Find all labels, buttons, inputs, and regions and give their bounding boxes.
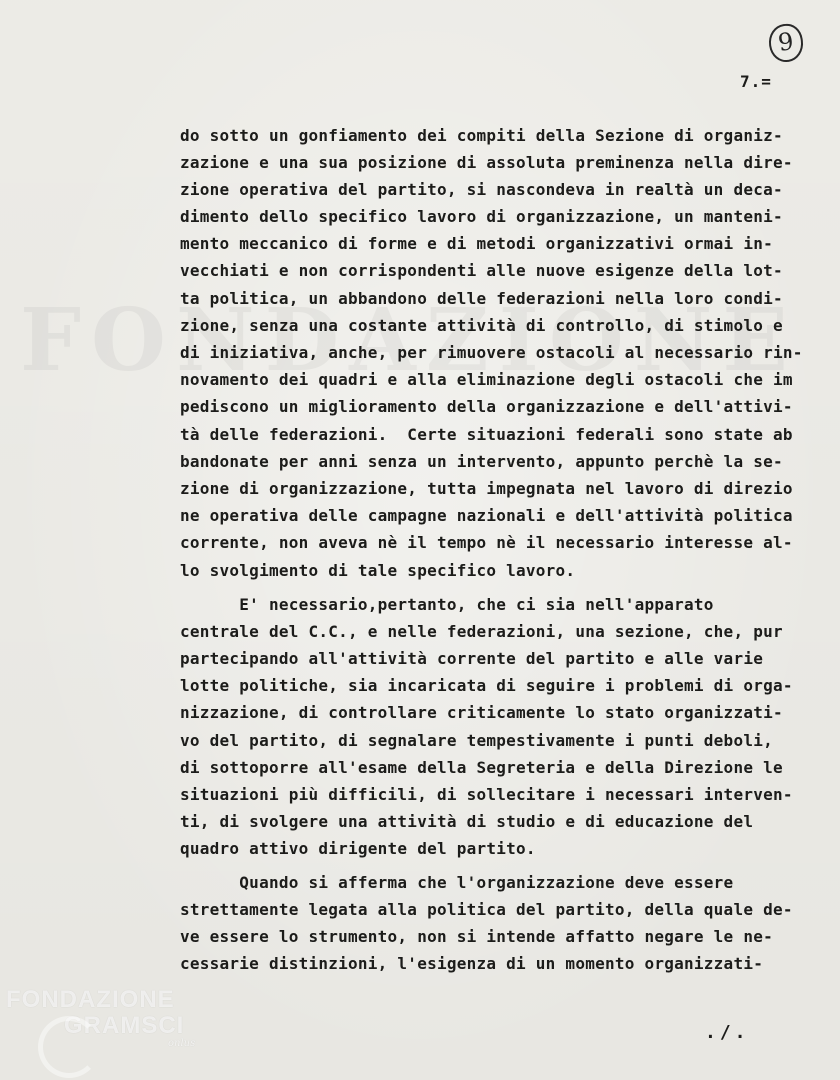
- body-line: quadro attivo dirigente del partito.: [180, 839, 536, 858]
- body-line: situazioni più difficili, di sollecitare i necessari interven-: [180, 785, 793, 804]
- archive-number-handwritten: 9: [767, 22, 806, 64]
- body-line: vo del partito, di segnalare tempestivamente i punti deboli,: [180, 731, 773, 750]
- body-line: zazione e una sua posizione di assoluta preminenza nella dire-: [180, 153, 793, 172]
- body-line: Quando si afferma che l'organizzazione deve essere: [180, 873, 734, 892]
- page-number: 7.=: [740, 72, 772, 91]
- body-line: bandonate per anni senza un intervento, appunto perchè la se-: [180, 452, 783, 471]
- body-line: corrente, non aveva nè il tempo nè il necessario interesse al-: [180, 533, 793, 552]
- body-line: cessarie distinzioni, l'esigenza di un momento organizzati-: [180, 954, 764, 973]
- body-line: E' necessario,pertanto, che ci sia nell'apparato: [180, 595, 714, 614]
- body-line: lo svolgimento di tale specifico lavoro.: [180, 561, 576, 580]
- body-line: nizzazione, di controllare criticamente lo stato organizzati-: [180, 703, 783, 722]
- body-line: ti, di svolgere una attività di studio e di educazione del: [180, 812, 754, 831]
- body-line: strettamente legata alla politica del partito, della quale de-: [180, 900, 793, 919]
- body-line: do sotto un gonfiamento dei compiti della Sezione di organiz-: [180, 126, 783, 145]
- body-line: ne operativa delle campagne nazionali e dell'attività politica: [180, 506, 793, 525]
- body-line: mento meccanico di forme e di metodi organizzativi ormai in-: [180, 234, 773, 253]
- body-line: zione operativa del partito, si nascondeva in realtà un deca-: [180, 180, 783, 199]
- watermark-line3: onlus: [168, 1038, 196, 1049]
- watermark-logo: [6, 986, 196, 1049]
- body-line: lotte politiche, sia incaricata di seguire i problemi di orga-: [180, 676, 793, 695]
- body-line: pediscono un miglioramento della organizzazione e dell'attivi-: [180, 397, 793, 416]
- body-line: vecchiati e non corrispondenti alle nuove esigenze della lot-: [180, 261, 783, 280]
- continuation-mark: ./.: [705, 1022, 750, 1043]
- body-line: dimento dello specifico lavoro di organizzazione, un manteni-: [180, 207, 783, 226]
- body-line: centrale del C.C., e nelle federazioni, una sezione, che, pur: [180, 622, 783, 641]
- body-line: di sottoporre all'esame della Segreteria e della Direzione le: [180, 758, 783, 777]
- body-line: di iniziativa, anche, per rimuovere ostacoli al necessario rin-: [180, 343, 803, 362]
- watermark-line1: FONDAZIONE: [6, 986, 175, 1013]
- body-line: zione, senza una costante attività di controllo, di stimolo e: [180, 316, 783, 335]
- body-line: ta politica, un abbandono delle federazioni nella loro condi-: [180, 289, 783, 308]
- body-line: ve essere lo strumento, non si intende affatto negare le ne-: [180, 927, 773, 946]
- body-line: novamento dei quadri e alla eliminazione degli ostacoli che im: [180, 370, 793, 389]
- watermark-g-icon: [38, 1016, 100, 1078]
- body-line: zione di organizzazione, tutta impegnata nel lavoro di direzio: [180, 479, 793, 498]
- body-line: tà delle federazioni. Certe situazioni federali sono state ab: [180, 425, 793, 444]
- body-line: partecipando all'attività corrente del partito e alle varie: [180, 649, 764, 668]
- watermark-line2: GRAMSCI: [64, 1012, 185, 1039]
